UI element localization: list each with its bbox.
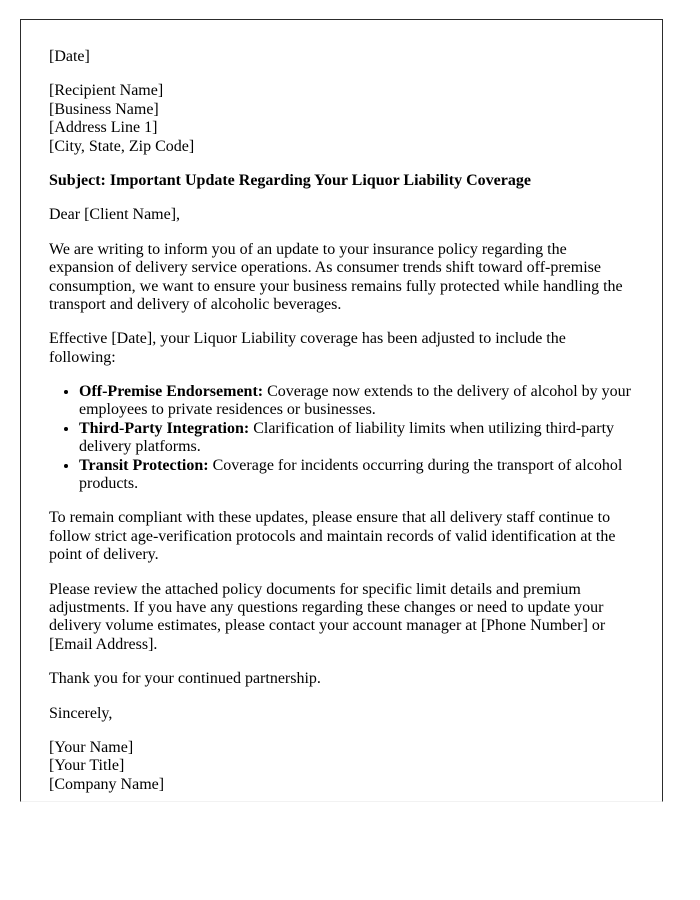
letter-document-frame [20,19,663,802]
subject-line: Subject: Important Update Regarding Your Liquor Liability Coverage [49,171,531,189]
bullet-item-third-party [79,420,635,457]
bullet-item-off-premise [79,383,635,420]
business-name-line: [Business Name] [49,100,159,118]
signature-block [49,739,635,794]
date-placeholder: [Date] [49,48,90,65]
paragraph-compliance: To remain compliant with these updates, please ensure that all delivery staff continue to follow strict age-verification protocols and maintain records of valid identification at the point of delivery. [49,509,616,564]
salutation: Dear [Client Name], [49,206,181,224]
paragraph-thanks: Thank you for your continued partnership. [49,670,321,688]
bullet-term: Third-Party Integration: [79,419,250,437]
coverage-bullet-list [49,383,635,493]
recipient-block [49,82,635,156]
paragraph-review: Please review the attached policy documents for specific limit details and premium adjustments. If you have any questions regarding these changes or need to update your delivery volume estimates, please contact your account manager at [Phone Number] or [Email Address]. [49,580,606,653]
closing: Sincerely, [49,704,113,722]
city-state-zip-line: [City, State, Zip Code] [49,137,195,155]
your-title-line: [Your Title] [49,757,125,775]
company-name-line: [Company Name] [49,775,165,793]
bullet-term: Transit Protection: [79,456,209,474]
your-name-line: [Your Name] [49,738,134,756]
bullet-description: Coverage for incidents occurring during the transport of alcohol products. [79,456,623,493]
bullet-item-transit [79,457,635,494]
address-line-1: [Address Line 1] [49,119,158,137]
bullet-term: Off-Premise Endorsement: [79,383,264,401]
paragraph-effective-date: Effective [Date], your Liquor Liability coverage has been adjusted to include the following: [49,330,566,366]
paragraph-intro: We are writing to inform you of an update to your insurance policy regarding the expansion of delivery service operations. As consumer trends shift toward off-premise consumption, we want to ensure your business remains fully protected while handling the transport and delivery of alcoholic beverages. [49,240,623,313]
recipient-name-line: [Recipient Name] [49,82,164,100]
bullet-description: Coverage now extends to the delivery of alcohol by your employees to private residences or businesses. [79,383,632,419]
bullet-description: Clarification of liability limits when utilizing third-party delivery platforms. [79,419,615,456]
